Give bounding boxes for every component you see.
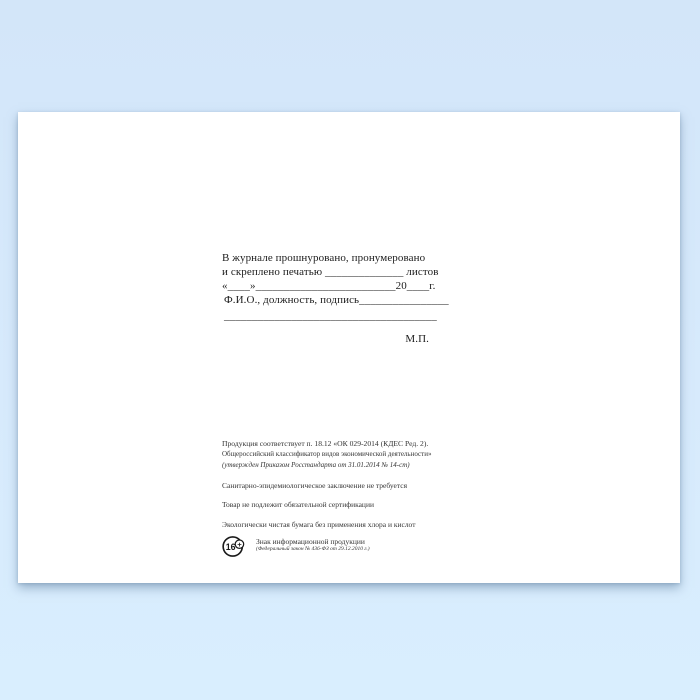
certification-block [222, 251, 449, 346]
compliance-line-2: Общероссийский классификатор видов экономической деятельности» [222, 450, 432, 458]
age-16plus-icon [222, 535, 245, 558]
age-rating-label: Знак информационной продукции [256, 537, 365, 546]
note-eco-paper: Экологически чистая бумага без применения хлора и кислот [222, 520, 416, 529]
cert-line-5-blank-rule: ______________________________________ [224, 310, 437, 322]
compliance-line-1: Продукция соответствует п. 18.12 «ОК 029-2014 (КДЕС Ред. 2). [222, 439, 429, 448]
age-rating-law: (Федеральный закон № 436-ФЗ от 29.12.2010 г.) [256, 546, 370, 552]
imprint-block [222, 438, 472, 558]
note-sanitary: Санитарно-эпидемиологическое заключение не требуется [222, 481, 408, 490]
cert-line-1: В журнале прошнуровано, пронумеровано [222, 252, 426, 264]
age-rating-row [222, 535, 472, 558]
age-rating-text [256, 535, 370, 553]
cert-line-2-sheets-blank: и скреплено печатью ______________ листов [222, 266, 439, 278]
compliance-line-3: (утвержден Приказом Росстандарта от 31.01.2014 № 14-ст) [222, 461, 410, 469]
note-certification: Товар не подлежит обязательной сертификации [222, 500, 374, 509]
cert-line-3-date-blank: «____»_________________________20____г. [222, 280, 436, 292]
cert-line-4-name-position-signature: Ф.И.О., должность, подпись________________ [224, 294, 449, 306]
age-plus-sign: + [237, 539, 242, 549]
journal-back-page [18, 112, 680, 583]
age-16-number: 16 [225, 541, 236, 552]
stamp-place-label: М.П. [405, 333, 429, 345]
